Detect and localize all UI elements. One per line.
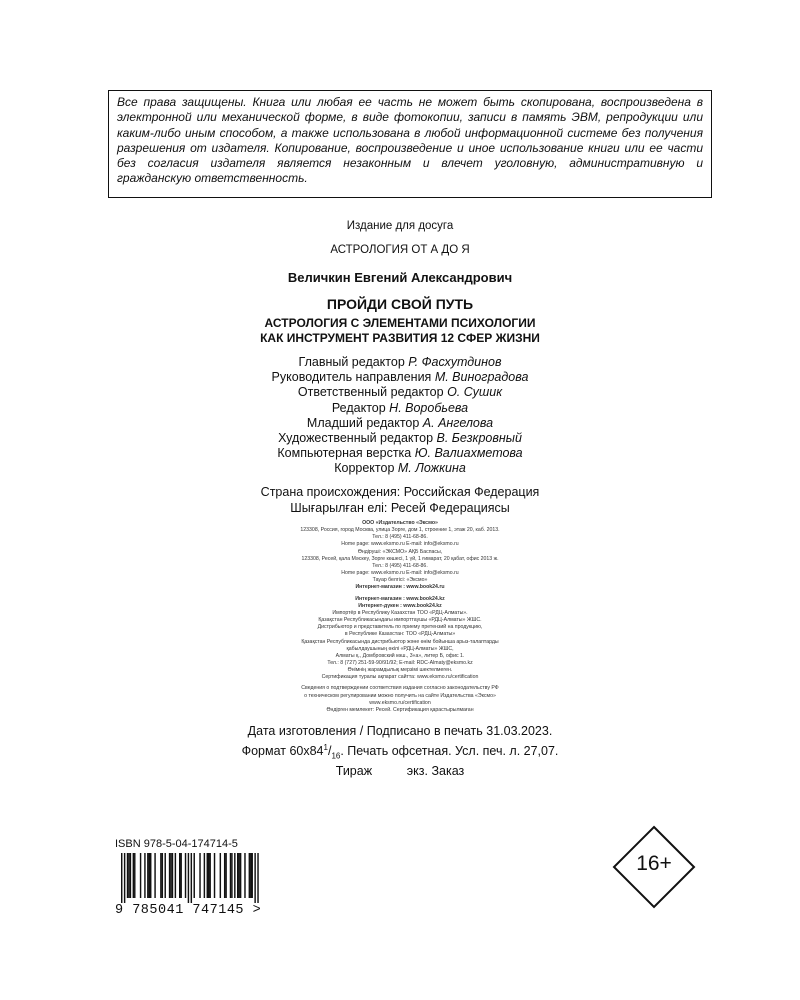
barcode-bar [134, 853, 135, 898]
barcode-bar [170, 853, 171, 898]
barcode-bar [250, 853, 251, 898]
barcode-bar [140, 853, 141, 898]
imprint-line: Өндірген мемлекет: Ресей. Сертификация қарастырылмаған [326, 706, 474, 713]
barcode-bar [208, 853, 209, 898]
barcode-digits: 9 785041 747145 > [115, 903, 262, 918]
isbn-number: ISBN 978-5-04-174714-5 [115, 838, 238, 850]
barcode-bar [237, 853, 238, 898]
imprint-line: Интернет-магазин : www.book24.kz [355, 595, 445, 602]
barcode-bar [169, 853, 170, 898]
imprint-line: Сведения о подтверждении соответствия издания согласно законодательству РФ [301, 685, 499, 692]
credit-role: Руководитель направления [271, 370, 432, 385]
barcode-bar [238, 853, 239, 898]
barcode-bar [207, 853, 208, 898]
credit-row [0, 431, 800, 446]
credit-role: Художественный редактор [278, 431, 434, 446]
credits-list [0, 355, 800, 477]
imprint-line: Қазақстан Республикасындағы импорттаушы «РДЦ-Алматы» ЖШС. [318, 617, 482, 624]
origin-ru: Страна происхождения: Российская Федерация [260, 485, 540, 499]
book-title: ПРОЙДИ СВОЙ ПУТЬ [326, 296, 474, 312]
subtitle-line-2: КАК ИНСТРУМЕНТ РАЗВИТИЯ 12 СФЕР ЖИЗНИ [260, 331, 540, 345]
barcode-bar [230, 853, 231, 898]
barcode-bar [180, 853, 181, 898]
print-info [0, 724, 800, 779]
credit-row [0, 355, 800, 370]
credit-person: Ю. Валиахметова [414, 446, 523, 461]
barcode-bar [194, 853, 195, 898]
barcode-bar [160, 853, 161, 898]
credit-role: Компьютерная верстка [277, 446, 412, 461]
barcode-bar [172, 853, 173, 898]
barcode-bar [224, 853, 225, 898]
isbn-block [115, 838, 285, 918]
imprint-line: Home page: www.eksmo.ru E-mail: info@eksmo.ru [341, 541, 459, 548]
barcode-bar [257, 853, 258, 903]
imprint-line: 123308, Россия, город Москва, улица Зорге, дом 1, строение 1, этаж 20, каб. 2013. [300, 527, 500, 534]
barcode-bar [234, 853, 235, 898]
barcode-bar [162, 853, 163, 898]
book-subtitle [0, 316, 800, 346]
subtitle-line-1: АСТРОЛОГИЯ С ЭЛЕМЕНТАМИ ПСИХОЛОГИИ [264, 316, 536, 330]
origin-kz: Шығарылған елі: Ресей Федерациясы [290, 501, 510, 515]
barcode-bar [252, 853, 253, 898]
credit-role: Ответственный редактор [297, 385, 444, 400]
print-run: Тираж экз. Заказ [335, 763, 465, 778]
barcode-bar [154, 853, 155, 898]
imprint-line: 123308, Ресей, қала Мәскеу, Зорге көшесі, 1 үй, 1 ғимарат, 20 қабат, офис 2013 ж. [301, 555, 499, 562]
barcode-bar [149, 853, 150, 898]
credit-person: В. Безкровный [436, 431, 522, 446]
credit-row [0, 416, 800, 431]
barcode-bar [165, 853, 166, 898]
barcode-bar [240, 853, 241, 898]
credit-row [0, 385, 800, 400]
imprint-line: о техническом регулировании можно получить на сайте Издательства «Эксмо» [304, 692, 496, 699]
imprint-line: Өнімнің жарамдылық мерзімі шектелмеген. [347, 667, 453, 674]
credit-role: Главный редактор [298, 355, 405, 369]
imprint-line: Home page: www.eksmo.ru E-mail: info@eksmo.ru [341, 570, 459, 577]
imprint-line: қабылдаушының өкілі «РДЦ-Алматы» ЖШС, [346, 645, 454, 652]
barcode-bar [179, 853, 180, 898]
imprint-line: Тел.: 8 (495) 411-68-86. [372, 534, 428, 541]
credit-role: Младший редактор [306, 415, 420, 430]
credit-person: Р. Фасхутдинов [408, 355, 502, 369]
imprint-line: Қазақстан Республикасында дистрибьютор және өнім бойынша арыз-талаптарды [301, 638, 499, 645]
print-date: Дата изготовления / Подписано в печать 31.03.2023. [247, 724, 553, 738]
credit-role: Корректор [334, 461, 395, 476]
imprint-line: Интернет-дүкен : www.book24.kz [358, 602, 442, 609]
barcode-bar [121, 853, 122, 903]
imprint-line: www.eksmo.ru/certification [369, 699, 431, 706]
credit-row [0, 461, 800, 476]
barcode-bar [254, 853, 255, 903]
barcode-bar [191, 853, 192, 903]
barcode-bar [244, 853, 245, 898]
author-name: Величкин Евгений Александрович [287, 270, 513, 285]
barcode-bar [188, 853, 189, 903]
barcode-bar [185, 853, 186, 898]
credit-person: М. Виноградова [434, 370, 529, 385]
credit-role: Редактор [331, 400, 386, 415]
imprint-line: Өндіруші: «ЭКСМО» АҚБ Баспасы, [357, 548, 443, 555]
barcode-bar [150, 853, 151, 898]
credit-person: Н. Воробьева [389, 400, 469, 415]
barcode-bar [204, 853, 205, 898]
series-name: АСТРОЛОГИЯ ОТ А ДО Я [330, 244, 470, 256]
credit-person: А. Ангелова [422, 415, 494, 430]
barcode-bar [225, 853, 226, 898]
imprint-publisher: ООО «Издательство «Эксмо» [362, 520, 438, 526]
barcode-bar [231, 853, 232, 898]
imprint-line: Алматы қ., Домбровский көш., 3«а», литер Б, офис 1. [335, 652, 465, 659]
credit-row [0, 446, 800, 461]
barcode-bar [199, 853, 200, 898]
rights-notice-text: Все права защищены. Книга или любая ее часть не может быть скопирована, воспроизведена в электронной или механической форме, в виде фотокопии, записи в память ЭВМ, репродукции или каким-либо иным способом, а также использована в любой информационной системе без получения разрешения от издателя. Копирование, воспроизведение и иное использование книги или ее части без согласия издателя является незаконным и влечет уголовную, административную и гражданскую ответственность. [117, 95, 703, 186]
imprint-line: Интернет-магазин : www.book24.ru [355, 584, 445, 591]
barcode-bar [249, 853, 250, 898]
imprint-line: Импортёр в Республику Казахстан ТОО «РДЦ-Алматы». [332, 609, 468, 616]
credit-person: М. Ложкина [397, 461, 466, 476]
barcode-bar [128, 853, 129, 898]
print-format: Формат $60x84^1/_{16}$. Печать офсетная. Усл. печ. л. 27,07. [241, 742, 559, 761]
publisher-imprint [250, 520, 550, 714]
barcode-bar [220, 853, 221, 898]
age-rating: 16+ [636, 852, 672, 875]
imprint-line: Дистрибьютор и представитель по приему претензий на продукцию, [317, 624, 483, 631]
barcode-bar [144, 853, 145, 898]
imprint-line: в Республике Казахстан: ТОО «РДЦ-Алматы» [344, 631, 456, 638]
rights-notice-box [108, 90, 712, 198]
barcode-bar [214, 853, 215, 898]
barcode-icon [115, 853, 265, 903]
imprint-line: Тел.: 8 (495) 411-68-86. [372, 562, 428, 569]
barcode-bar [209, 853, 210, 898]
barcode-bar [130, 853, 131, 898]
barcode-bar [124, 853, 125, 903]
barcode-bar [127, 853, 128, 898]
country-of-origin [0, 484, 800, 516]
barcode-bar [175, 853, 176, 898]
barcode-bar [147, 853, 148, 898]
imprint-line: Тел.: 8 (727) 251-59-90/91/92; E-mail: RDC-Almaty@eksmo.kz [327, 659, 473, 666]
credit-row [0, 370, 800, 385]
credit-row [0, 401, 800, 416]
edition-type: Издание для досуга [346, 220, 454, 232]
imprint-line: Сертификация туралы ақпарат сайтта: www.eksmo.ru/certification [321, 674, 479, 681]
credit-person: О. Сушик [447, 385, 503, 400]
barcode-bar [133, 853, 134, 898]
imprint-line: Тауар белгісі: «Эксмо» [372, 577, 428, 584]
